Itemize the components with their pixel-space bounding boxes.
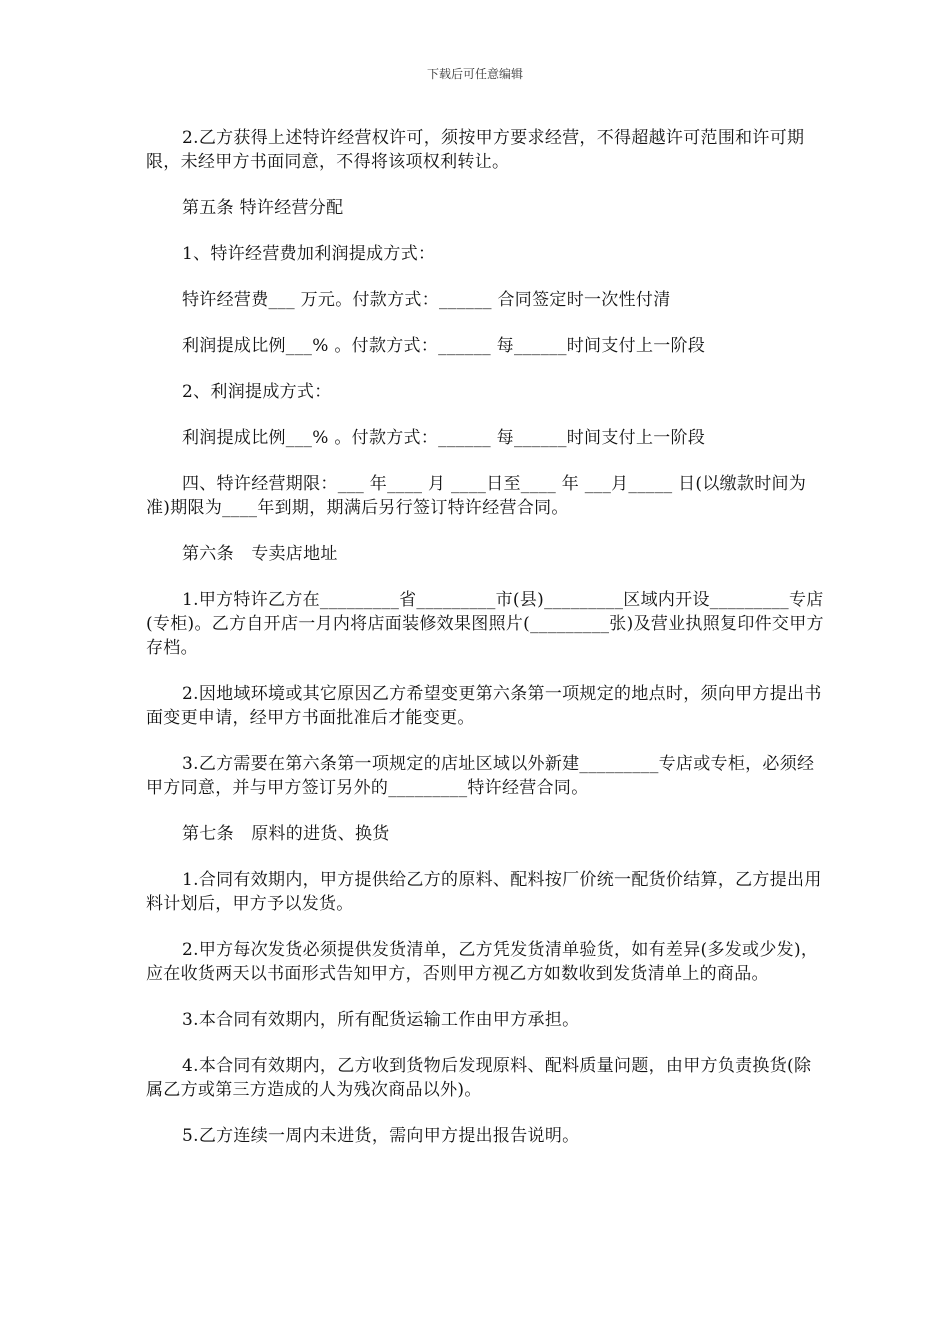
paragraph: 3.乙方需要在第六条第一项规定的店址区域以外新建_________专店或专柜，必须经甲方同意，并与甲方签订另外的_________特许经营合同。 xyxy=(146,754,815,798)
paragraph: 利润提成比例___% 。付款方式：______ 每______时间支付上一阶段 xyxy=(182,428,706,448)
paragraph: 特许经营费___ 万元。付款方式：______ 合同签定时一次性付清 xyxy=(182,290,671,310)
paragraph: 3.本合同有效期内，所有配货运输工作由甲方承担。 xyxy=(182,1010,580,1030)
section-heading: 第六条 专卖店地址 xyxy=(182,544,338,564)
paragraph: 5.乙方连续一周内未进货，需向甲方提出报告说明。 xyxy=(182,1126,580,1146)
section-heading: 第五条 特许经营分配 xyxy=(182,198,344,218)
document-body xyxy=(146,126,824,1170)
paragraph: 利润提成比例___% 。付款方式：______ 每______时间支付上一阶段 xyxy=(182,336,706,356)
paragraph: 四、特许经营期限：___ 年____ 月 ____日至____ 年 ___月_____ 日(以缴款时间为准)期限为____年到期，期满后另行签订特许经营合同。 xyxy=(146,474,807,518)
paragraph: 4.本合同有效期内，乙方收到货物后发现原料、配料质量问题，由甲方负责换货(除属乙方或第三方造成的人为残次商品以外)。 xyxy=(146,1056,812,1100)
paragraph: 1.合同有效期内，甲方提供给乙方的原料、配料按厂价统一配货价结算，乙方提出用料计划后，甲方予以发货。 xyxy=(146,870,822,914)
paragraph: 1、特许经营费加利润提成方式： xyxy=(182,244,436,264)
paragraph: 2.因地域环境或其它原因乙方希望变更第六条第一项规定的地点时，须向甲方提出书面变更申请，经甲方书面批准后才能变更。 xyxy=(146,684,822,728)
paragraph: 2.乙方获得上述特许经营权许可，须按甲方要求经营，不得超越许可范围和许可期限，未经甲方书面同意，不得将该项权利转让。 xyxy=(146,128,805,172)
paragraph: 2.甲方每次发货必须提供发货清单，乙方凭发货清单验货，如有差异(多发或少发)，应在收货两天以书面形式告知甲方，否则甲方视乙方如数收到发货清单上的商品。 xyxy=(146,940,819,984)
paragraph: 1.甲方特许乙方在_________省_________市(县)_________区域内开设_________专店(专柜)。乙方自开店一月内将店面装修效果图照片(_________张)及营业执照复印件交甲方存档。 xyxy=(146,590,824,658)
page-header: 下载后可任意编辑 xyxy=(426,67,523,81)
paragraph: 2、利润提成方式： xyxy=(182,382,332,402)
section-heading: 第七条 原料的进货、换货 xyxy=(182,824,390,844)
